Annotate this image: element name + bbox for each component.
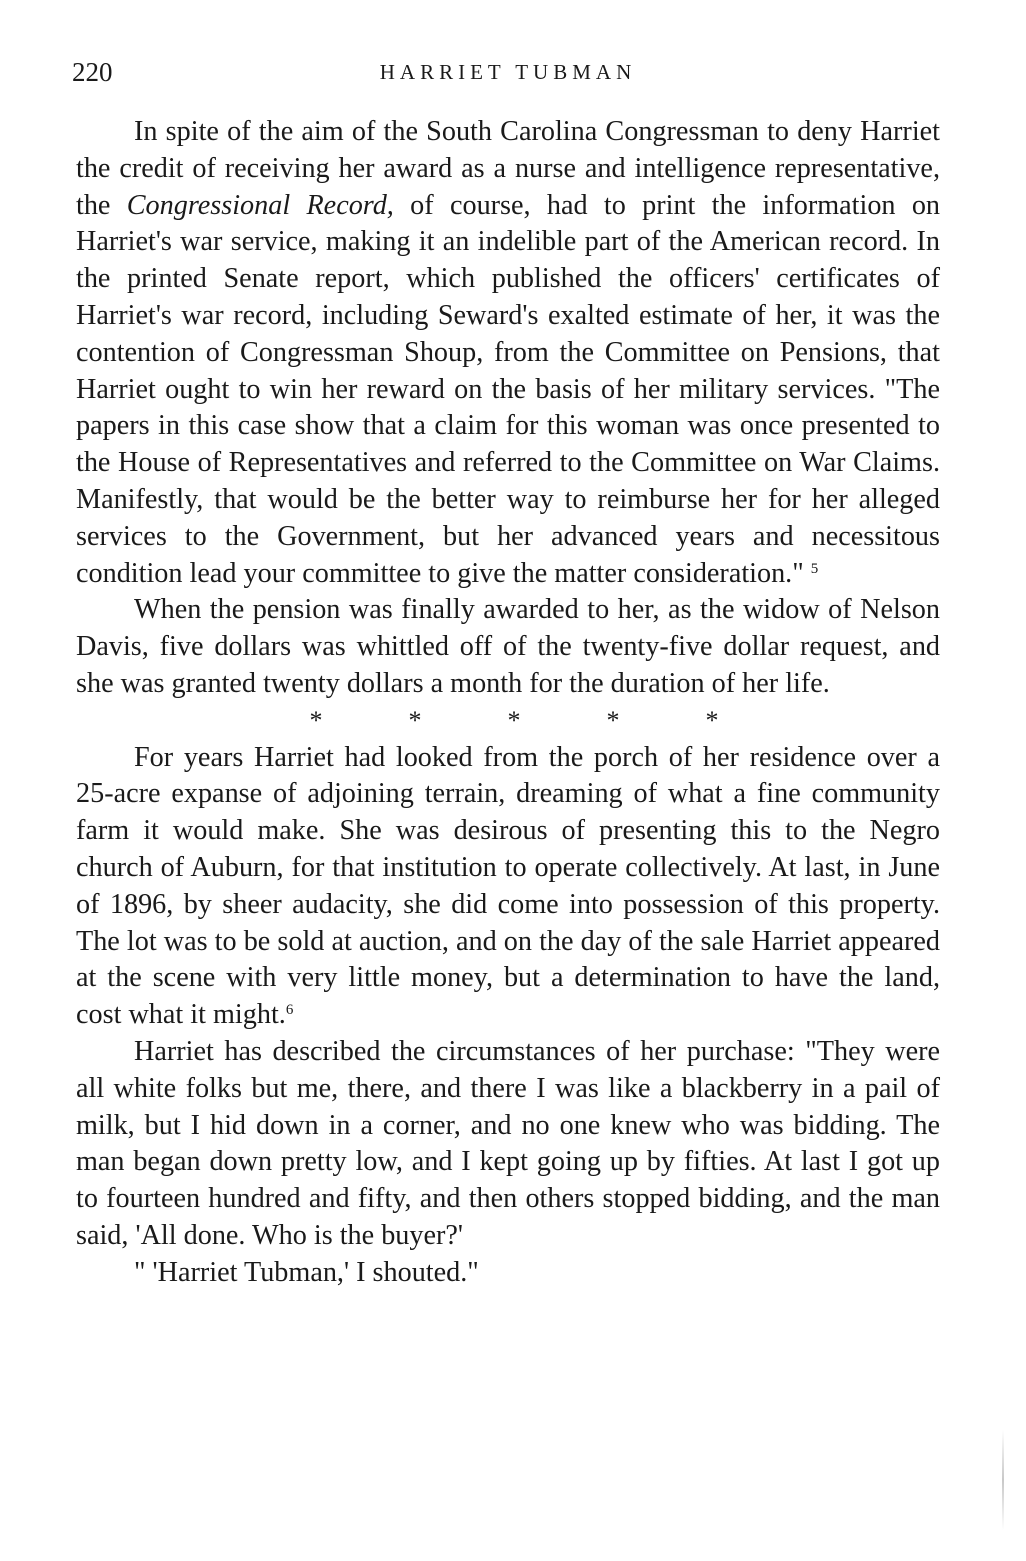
scan-edge-mark <box>1002 1430 1004 1530</box>
footnote-marker: 6 <box>285 1002 294 1019</box>
paragraph-community-farm <box>76 740 940 1034</box>
running-head <box>72 56 944 88</box>
page-number: 220 <box>72 57 113 87</box>
paragraph-text: In spite of the aim of the South Carolina Congressman to deny Harriet the credit of receiving her award as a nurse and intelligence representative, the <box>76 116 940 221</box>
paragraph-quote-shouted: " 'Harriet Tubman,' I shouted." <box>134 1256 479 1288</box>
paragraph-pension-record <box>76 114 940 592</box>
paragraph-pension-awarded: When the pension was finally awarded to her, as the widow of Nelson Davis, five dollars was whittled off of the twenty-five dollar request, and she was granted twenty dollars a month for the duration of her life. <box>76 594 940 699</box>
body-text <box>76 114 940 1292</box>
paragraph-text: of course, had to print the information on Harriet's war service, making it an indelible part of the American record. In the printed Senate report, which published the officers' certificates of Harriet's war record, including Seward's exalted estimate of her, it was the contention of Congressman Shoup, from the Committee on Pensions, that Harriet ought to win her reward on the basis of her military services. "The papers in this case show that a claim for this woman was once presented to the House of Representatives and referred to the Committee on War Claims. Manifestly, that would be the better way to reimburse her for her alleged services to the Government, but her advanced years and necessitous condition lead your committee to give the matter consideration." <box>76 189 941 589</box>
asterisk-ornament: * <box>309 705 323 735</box>
asterisk-ornament: * <box>507 705 521 735</box>
section-break <box>76 703 940 740</box>
asterisk-ornament: * <box>606 705 620 735</box>
italic-title-congressional-record: Congressional Record, <box>126 189 394 221</box>
paragraph-purchase-account: Harriet has described the circumstances of her purchase: "They were all white folks but me, there, and there I was like a blackberry in a pail of milk, but I hid down in a corner, and no one knew who was bidding. The man began down pretty low, and I kept going up by fifties. At last I got up to fourteen hundred and fifty, and then others stopped bidding, and the man said, 'All done. Who is the buyer?' <box>76 1035 940 1251</box>
footnote-marker: 5 <box>810 560 819 577</box>
running-title: HARRIET TUBMAN <box>379 60 637 84</box>
paragraph-text: For years Harriet had looked from the porch of her residence over a 25-acre expanse of adjoining terrain, dreaming of what a fine community farm it would make. She was desirous of presenting this to the Negro church of Auburn, for that institution to operate collectively. At last, in June of 1896, by sheer audacity, she did come into possession of this property. The lot was to be sold at auction, and on the day of the sale Harriet appeared at the scene with very little money, but a determination to have the land, cost what it might. <box>76 741 940 1031</box>
asterisk-ornament: * <box>408 705 422 735</box>
asterisk-ornament: * <box>705 705 719 735</box>
